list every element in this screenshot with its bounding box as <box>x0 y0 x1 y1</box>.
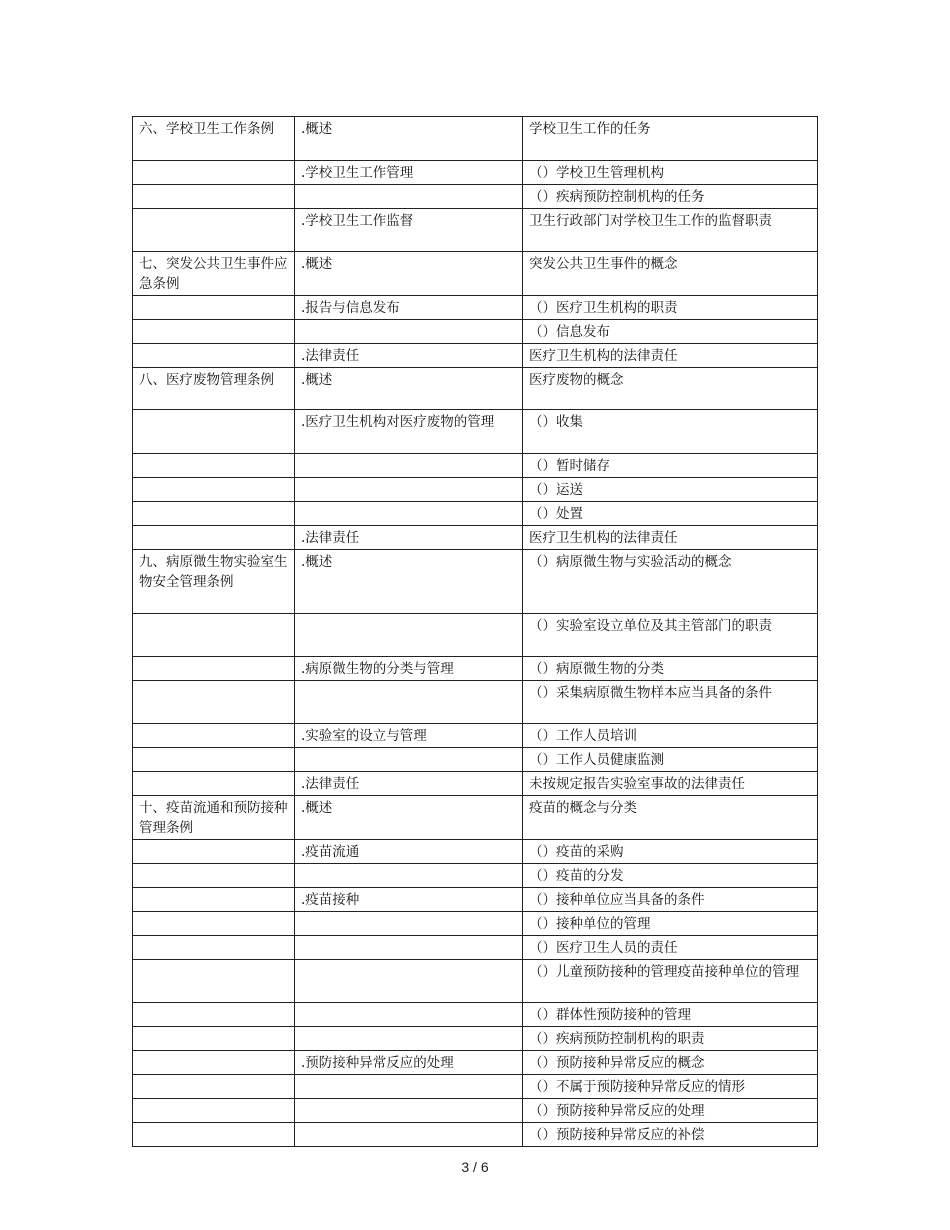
table-row <box>133 912 818 936</box>
table-row <box>133 252 818 296</box>
topic-cell: .法律责任 <box>295 526 523 550</box>
topic-cell <box>295 614 523 657</box>
table-row <box>133 796 818 840</box>
table-row <box>133 410 818 454</box>
item-cell: （）运送 <box>523 478 818 502</box>
item-cell: 卫生行政部门对学校卫生工作的监督职责 <box>523 209 818 252</box>
item-cell: （）预防接种异常反应的概念 <box>523 1051 818 1075</box>
section-cell <box>133 840 295 864</box>
section-cell <box>133 296 295 320</box>
item-cell: （）工作人员健康监测 <box>523 748 818 772</box>
topic-cell <box>295 1027 523 1051</box>
section-cell <box>133 936 295 960</box>
item-cell: （）儿童预防接种的管理疫苗接种单位的管理 <box>523 960 818 1003</box>
item-cell: 医疗卫生机构的法律责任 <box>523 526 818 550</box>
item-cell: 突发公共卫生事件的概念 <box>523 252 818 296</box>
section-cell <box>133 912 295 936</box>
item-cell: 医疗废物的概念 <box>523 368 818 410</box>
table-row <box>133 320 818 344</box>
section-cell <box>133 864 295 888</box>
section-cell <box>133 344 295 368</box>
table-row <box>133 888 818 912</box>
topic-cell: .概述 <box>295 117 523 161</box>
item-cell: （）预防接种异常反应的处理 <box>523 1099 818 1123</box>
item-cell: （）疫苗的分发 <box>523 864 818 888</box>
topic-cell <box>295 454 523 478</box>
table-row <box>133 454 818 478</box>
table-row <box>133 478 818 502</box>
topic-cell: .概述 <box>295 796 523 840</box>
topic-cell: .医疗卫生机构对医疗废物的管理 <box>295 410 523 454</box>
topic-cell <box>295 748 523 772</box>
table-row <box>133 550 818 614</box>
section-cell: 九、病原微生物实验室生物安全管理条例 <box>133 550 295 614</box>
topic-cell <box>295 936 523 960</box>
section-cell <box>133 614 295 657</box>
topic-cell: .概述 <box>295 550 523 614</box>
table-row <box>133 502 818 526</box>
topic-cell: .法律责任 <box>295 344 523 368</box>
item-cell: 医疗卫生机构的法律责任 <box>523 344 818 368</box>
topic-cell <box>295 864 523 888</box>
table-row <box>133 1099 818 1123</box>
topic-cell: .病原微生物的分类与管理 <box>295 657 523 681</box>
topic-cell: .疫苗接种 <box>295 888 523 912</box>
section-cell: 六、学校卫生工作条例 <box>133 117 295 161</box>
table-row <box>133 117 818 161</box>
section-cell <box>133 454 295 478</box>
section-cell <box>133 657 295 681</box>
topic-cell <box>295 502 523 526</box>
topic-cell <box>295 912 523 936</box>
table-row <box>133 209 818 252</box>
item-cell: （）疫苗的采购 <box>523 840 818 864</box>
item-cell: （）信息发布 <box>523 320 818 344</box>
topic-cell <box>295 1123 523 1147</box>
topic-cell: .法律责任 <box>295 772 523 796</box>
section-cell <box>133 1051 295 1075</box>
page-number: 3 / 6 <box>461 1159 489 1175</box>
outline-table-body <box>133 117 818 1147</box>
topic-cell: .疫苗流通 <box>295 840 523 864</box>
topic-cell <box>295 1099 523 1123</box>
section-cell <box>133 410 295 454</box>
item-cell: （）病原微生物的分类 <box>523 657 818 681</box>
table-row <box>133 344 818 368</box>
section-cell <box>133 185 295 209</box>
section-cell <box>133 502 295 526</box>
item-cell: （）工作人员培训 <box>523 724 818 748</box>
table-row <box>133 840 818 864</box>
table-row <box>133 936 818 960</box>
topic-cell: .实验室的设立与管理 <box>295 724 523 748</box>
section-cell <box>133 526 295 550</box>
section-cell <box>133 161 295 185</box>
section-cell <box>133 748 295 772</box>
section-cell <box>133 320 295 344</box>
topic-cell: .概述 <box>295 368 523 410</box>
item-cell: （）处置 <box>523 502 818 526</box>
topic-cell <box>295 320 523 344</box>
table-row <box>133 681 818 724</box>
topic-cell <box>295 1003 523 1027</box>
table-row <box>133 368 818 410</box>
item-cell: （）疾病预防控制机构的任务 <box>523 185 818 209</box>
section-cell <box>133 681 295 724</box>
item-cell: （）医疗卫生机构的职责 <box>523 296 818 320</box>
table-row <box>133 657 818 681</box>
topic-cell: .学校卫生工作监督 <box>295 209 523 252</box>
topic-cell: .概述 <box>295 252 523 296</box>
section-cell <box>133 1099 295 1123</box>
table-row <box>133 614 818 657</box>
item-cell: （）群体性预防接种的管理 <box>523 1003 818 1027</box>
table-row <box>133 161 818 185</box>
item-cell: （）接种单位应当具备的条件 <box>523 888 818 912</box>
topic-cell <box>295 960 523 1003</box>
section-cell <box>133 1003 295 1027</box>
table-row <box>133 296 818 320</box>
topic-cell: .报告与信息发布 <box>295 296 523 320</box>
item-cell: （）学校卫生管理机构 <box>523 161 818 185</box>
table-row <box>133 1003 818 1027</box>
section-cell <box>133 888 295 912</box>
section-cell: 十、疫苗流通和预防接种管理条例 <box>133 796 295 840</box>
section-cell <box>133 209 295 252</box>
outline-table <box>132 116 818 1147</box>
item-cell: （）实验室设立单位及其主管部门的职责 <box>523 614 818 657</box>
item-cell: （）接种单位的管理 <box>523 912 818 936</box>
topic-cell <box>295 681 523 724</box>
table-row <box>133 1027 818 1051</box>
topic-cell <box>295 185 523 209</box>
section-cell <box>133 1075 295 1099</box>
item-cell: 学校卫生工作的任务 <box>523 117 818 161</box>
table-row <box>133 724 818 748</box>
section-cell <box>133 1027 295 1051</box>
item-cell: 未按规定报告实验室事故的法律责任 <box>523 772 818 796</box>
item-cell: （）不属于预防接种异常反应的情形 <box>523 1075 818 1099</box>
table-row <box>133 526 818 550</box>
table-row <box>133 185 818 209</box>
topic-cell: .预防接种异常反应的处理 <box>295 1051 523 1075</box>
table-row <box>133 864 818 888</box>
section-cell: 七、突发公共卫生事件应急条例 <box>133 252 295 296</box>
section-cell <box>133 772 295 796</box>
item-cell: （）病原微生物与实验活动的概念 <box>523 550 818 614</box>
item-cell: （）收集 <box>523 410 818 454</box>
item-cell: （）疾病预防控制机构的职责 <box>523 1027 818 1051</box>
table-row <box>133 1123 818 1147</box>
section-cell <box>133 1123 295 1147</box>
item-cell: （）暂时储存 <box>523 454 818 478</box>
table-row <box>133 1051 818 1075</box>
topic-cell <box>295 1075 523 1099</box>
item-cell: （）采集病原微生物样本应当具备的条件 <box>523 681 818 724</box>
section-cell <box>133 724 295 748</box>
item-cell: （）医疗卫生人员的责任 <box>523 936 818 960</box>
table-row <box>133 960 818 1003</box>
section-cell: 八、医疗废物管理条例 <box>133 368 295 410</box>
topic-cell <box>295 478 523 502</box>
section-cell <box>133 478 295 502</box>
topic-cell: .学校卫生工作管理 <box>295 161 523 185</box>
table-row <box>133 748 818 772</box>
item-cell: （）预防接种异常反应的补偿 <box>523 1123 818 1147</box>
section-cell <box>133 960 295 1003</box>
table-row <box>133 772 818 796</box>
table-row <box>133 1075 818 1099</box>
item-cell: 疫苗的概念与分类 <box>523 796 818 840</box>
